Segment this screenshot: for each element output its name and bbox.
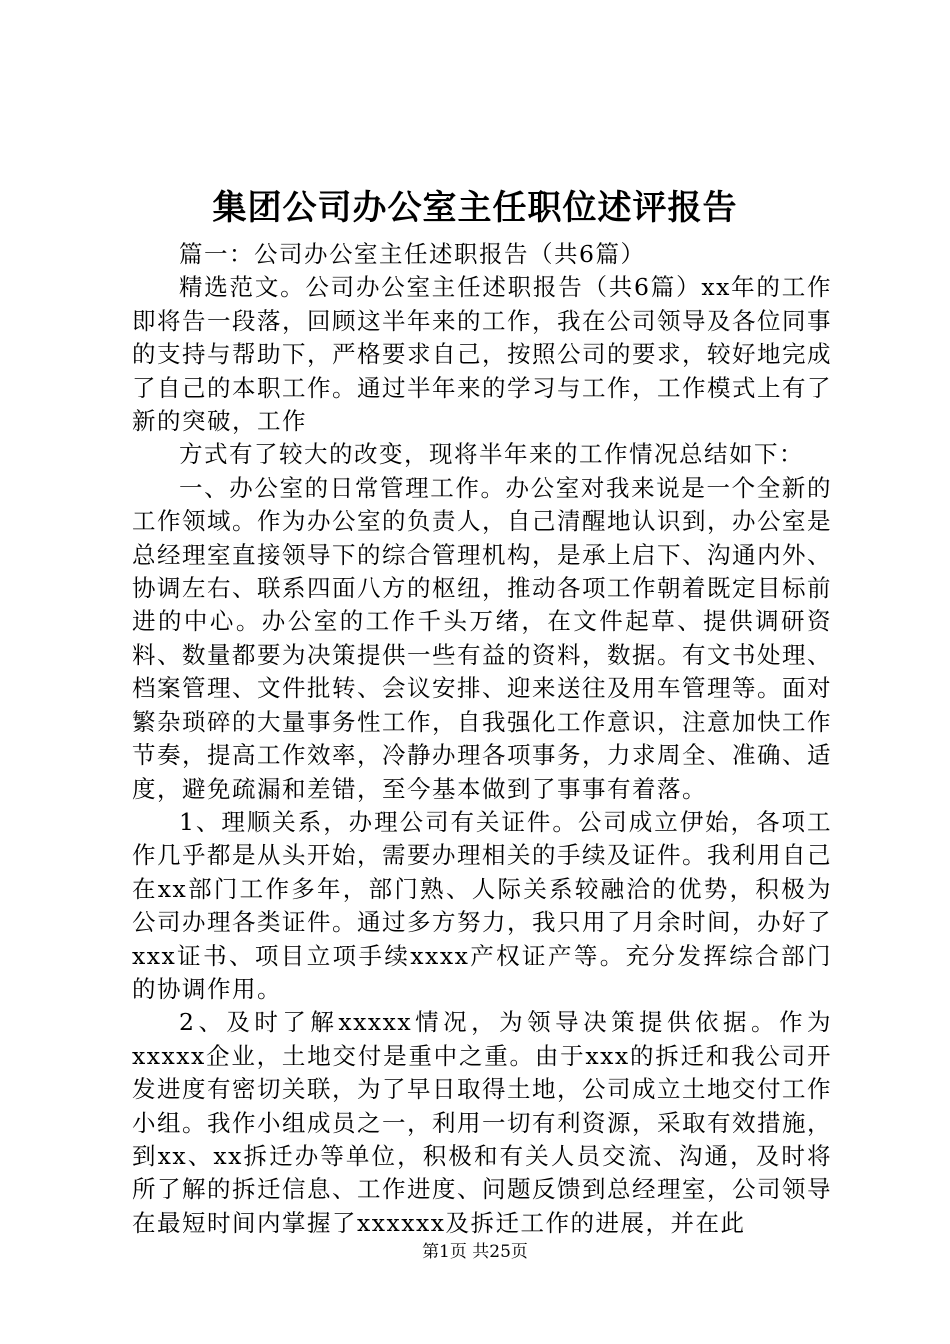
paragraph: 2、及时了解xxxxx情况，为领导决策提供依据。作为xxxxx企业，土地交付是重中之重。由于xxx的拆迁和我公司开发进度有密切关联，为了早日取得土地，公司成立土地交付工作小组。我作小组成员之一，利用一切有利资源，采取有效措施，到xx、xx拆迁办等单位，积极和有关人员交流、沟通，及时将所了解的拆迁信息、工作进度、问题反馈到总经理室，公司领导在最短时间内掌握了xxxxxx及拆迁工作的进展，并在此 xyxy=(132,1008,832,1237)
paragraph: 1、理顺关系，办理公司有关证件。公司成立伊始，各项工作几乎都是从头开始，需要办理相关的手续及证件。我利用自己在xx部门工作多年，部门熟、人际关系较融洽的优势，积极为公司办理各类证件。通过多方努力，我只用了月余时间，办好了xxx证书、项目立项手续xxxx产权证产等。充分发挥综合部门的协调作用。 xyxy=(132,807,832,1003)
paragraph: 方式有了较大的改变，现将半年来的工作情况总结如下： xyxy=(179,440,804,469)
document-body xyxy=(132,238,832,1240)
paragraph: 篇一：公司办公室主任述职报告（共6篇） xyxy=(179,240,646,268)
document-title: 集团公司办公室主任职位述评报告 xyxy=(212,188,738,228)
page-number-footer: 第1页 共25页 xyxy=(422,1242,528,1262)
paragraph: 一、办公室的日常管理工作。办公室对我来说是一个全新的工作领域。作为办公室的负责人，自己清醒地认识到，办公室是总经理室直接领导下的综合管理机构，是承上启下、沟通内外、协调左右、联系四面八方的枢纽，推动各项工作朝着既定目标前进的中心。办公室的工作千头万绪，在文件起草、提供调研资料、数量都要为决策提供一些有益的资料，数据。有文书处理、档案管理、文件批转、会议安排、迎来送往及用车管理等。面对繁杂琐碎的大量事务性工作，自我强化工作意识，注意加快工作节奏，提高工作效率，冷静办理各项事务，力求周全、准确、适度，避免疏漏和差错，至今基本做到了事事有着落。 xyxy=(132,473,832,803)
paragraph: 精选范文。公司办公室主任述职报告（共6篇）xx年的工作即将告一段落，回顾这半年来的工作，我在公司领导及各位同事的支持与帮助下，严格要求自己，按照公司的要求，较好地完成了自己的本职工作。通过半年来的学习与工作，工作模式上有了新的突破，工作 xyxy=(132,273,832,436)
